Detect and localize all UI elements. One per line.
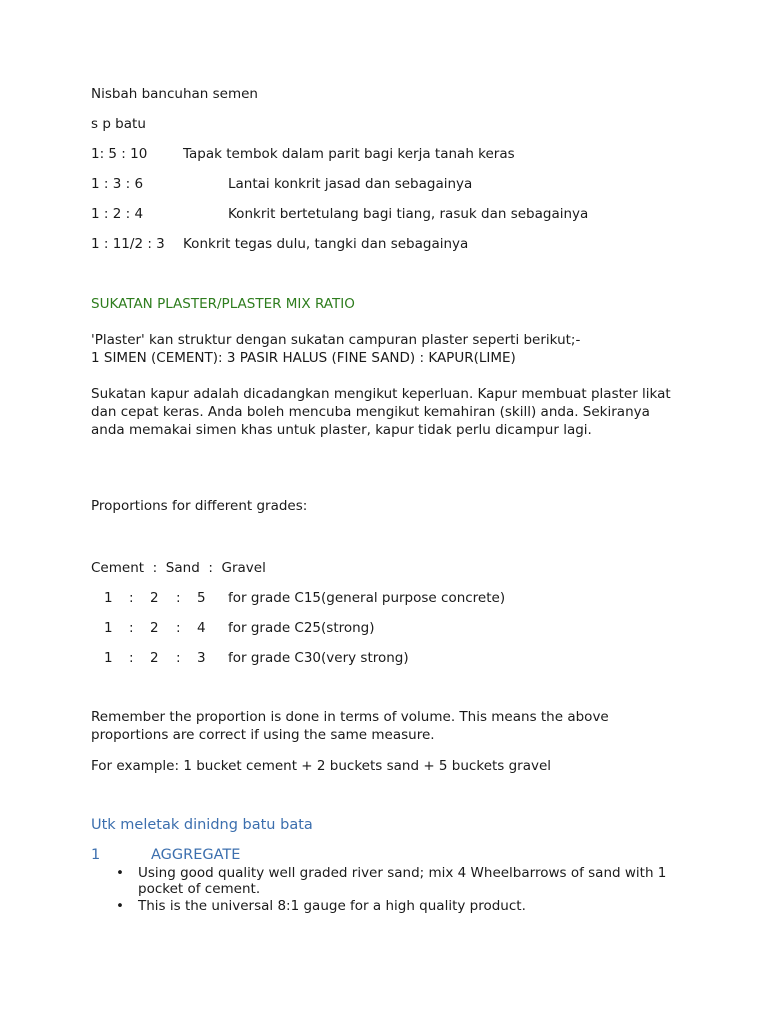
header-cement: Cement [91,560,145,576]
header-sand: Sand [165,560,200,576]
ratio-value: 1 : 2 : 4 [91,206,144,222]
column-header: s p batu [91,116,146,132]
example-line: For example: 1 bucket cement + 2 buckets sand + 5 buckets gravel [91,758,552,774]
header-sep: : [152,560,158,576]
plaster-line-1: 'Plaster' kan struktur dengan sukatan campuran plaster seperti berikut;- [91,332,581,348]
bullet-text: Using good quality well graded river sand; mix 4 Wheelbarrows of sand with 1 pocket of cement. [138,865,667,897]
brick-wall-heading: Utk meletak dinidng batu bata [91,817,313,833]
grade-label: for grade C25(strong) [228,620,375,636]
proportions-header [91,559,266,577]
bullet-text: This is the universal 8:1 gauge for a high quality product. [138,898,526,914]
sand-part: 2 [150,590,159,606]
cement-part: 1 [104,590,113,606]
cement-part: 1 [104,620,113,636]
cement-part: 1 [104,650,113,666]
ratio-description: Konkrit tegas dulu, tangki dan sebagainya [183,236,469,252]
ratio-description: Tapak tembok dalam parit bagi kerja tanah keras [183,146,515,162]
ratio-description: Lantai konkrit jasad dan sebagainya [228,176,473,192]
ratio-row [91,175,472,193]
ratio-row [91,235,468,253]
ratio-value: 1 : 3 : 6 [91,176,144,192]
bullet-icon: • [116,898,124,914]
header-sep: : [208,560,213,576]
aggregate-subheading [91,846,240,864]
ratio-row [91,145,515,163]
proportion-row: 1 : 2 : 4 for grade C25(strong) [104,620,375,636]
mix-ratio-title: Nisbah bancuhan semen [91,86,258,102]
aggregate-bullet-list [113,865,673,915]
grade-label: for grade C30(very strong) [228,650,409,666]
grade-label: for grade C15(general purpose concrete) [228,590,506,606]
sand-part: 2 [150,650,159,666]
proportion-row: 1 : 2 : 5 for grade C15(general purpose concrete) [104,590,506,606]
plaster-paragraph: Sukatan kapur adalah dicadangkan mengikut keperluan. Kapur membuat plaster likat dan cepat keras. Anda boleh mencuba mengikut kemahiran (skill) anda. Sekiranya anda memakai simen khas untuk plaster, kapur tidak perlu dicampur lagi. [91,386,671,438]
ratio-row [91,205,588,223]
gravel-part: 4 [197,620,206,636]
proportions-intro: Proportions for different grades: [91,498,308,514]
header-gravel: Gravel [221,560,266,576]
ratio-value: 1 : 11/2 : 3 [91,236,165,252]
gravel-part: 3 [197,650,206,666]
plaster-line-2: 1 SIMEN (CEMENT): 3 PASIR HALUS (FINE SAND) : KAPUR(LIME) [91,350,516,366]
subheading-number: 1 [91,847,101,863]
gravel-part: 5 [197,590,206,606]
list-item [113,898,673,914]
volume-note: Remember the proportion is done in terms of volume. This means the above proportions are correct if using the same measure. [91,709,609,743]
sand-part: 2 [150,620,159,636]
ratio-value: 1: 5 : 10 [91,146,148,162]
bullet-icon: • [116,865,124,881]
ratio-description: Konkrit bertetulang bagi tiang, rasuk dan sebagainya [228,206,589,222]
list-item [113,865,673,897]
proportion-row: 1 : 2 : 3 for grade C30(very strong) [104,650,409,666]
plaster-heading: SUKATAN PLASTER/PLASTER MIX RATIO [91,296,355,312]
subheading-text: AGGREGATE [151,847,241,863]
